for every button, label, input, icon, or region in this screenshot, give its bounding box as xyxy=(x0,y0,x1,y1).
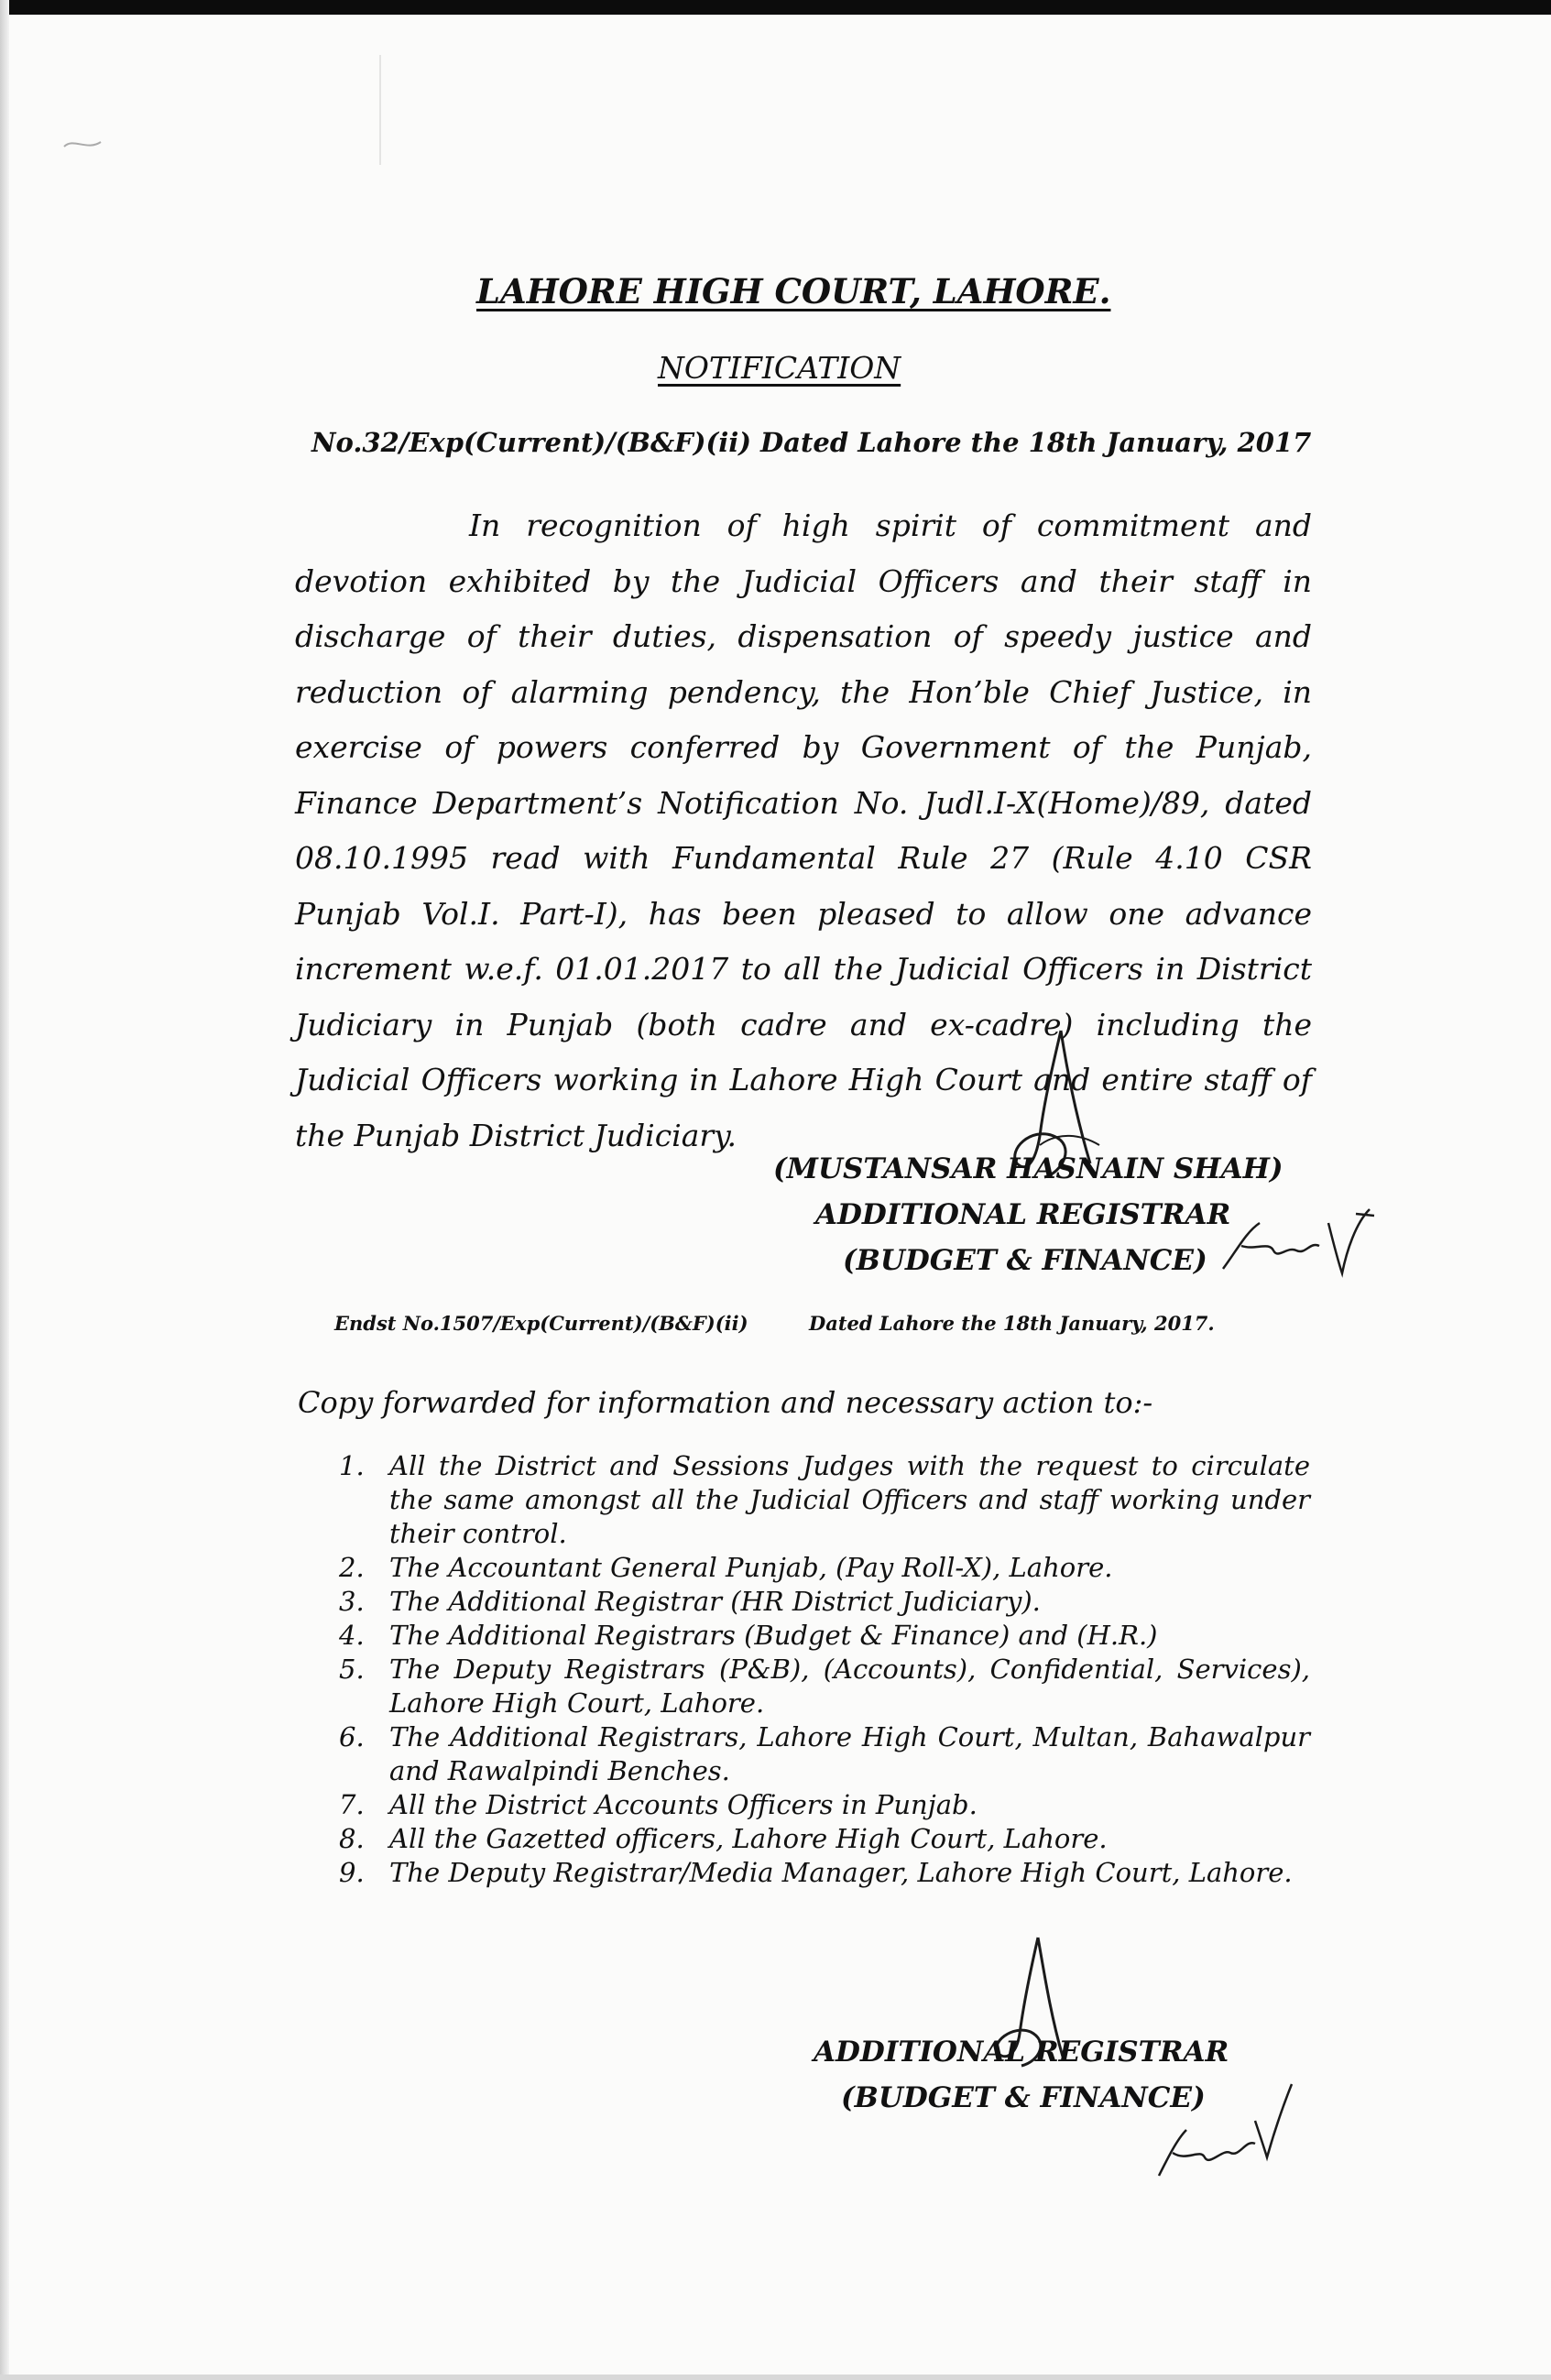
signatory-designation: ADDITIONAL REGISTRAR xyxy=(815,1198,1231,1231)
list-item: 4. The Additional Registrars (Budget & Finance) and (H.R.) xyxy=(339,1620,1158,1651)
list-item: 1. All the District and Sessions Judges with the request to circulate the same amongst all the Judicial Officers and staff working under their control. xyxy=(339,1450,1310,1549)
signatory-name: (MUSTANSAR HASNAIN SHAH) xyxy=(773,1152,1283,1185)
reference-line: No.32/Exp(Current)/(B&F)(ii) Dated Lahore the 18th January, 2017 xyxy=(311,427,1312,458)
scan-artifact-line xyxy=(376,55,385,165)
signatory-department-2: (BUDGET & FINANCE) xyxy=(841,2081,1206,2114)
signatory-department: (BUDGET & FINANCE) xyxy=(843,1244,1207,1277)
notification-body xyxy=(295,498,1312,1163)
list-item: 6. The Additional Registrars, Lahore High Court, Multan, Bahawalpur and Rawalpindi Benches. xyxy=(339,1721,1310,1786)
endorsement-number: Endst No.1507/Exp(Current)/(B&F)(ii) xyxy=(334,1312,748,1335)
endorsement-date: Dated Lahore the 18th January, 2017. xyxy=(809,1312,1215,1335)
list-item: 3. The Additional Registrar (HR District Judiciary). xyxy=(339,1586,1041,1617)
body-paragraph: In recognition of high spirit of commitment and devotion exhibited by the Judicial Officers and their staff in discharge of their duties, dispensation of speedy justice and reduction of alarming pendency, the Hon’ble Chief Justice, in exercise of powers conferred by Government of the Punjab, Finance Department’s Notification No. Judl.I-X(Home)/89, dated 08.10.1995 read with Fundamental Rule 27 (Rule 4.10 CSR Punjab Vol.I. Part-I), has been pleased to allow one advance increment w.e.f. 01.01.2017 to all the Judicial Officers in District Judiciary in Punjab (both cadre and ex-cadre) including the Judicial Officers working in Lahore High Court and entire staff of the Punjab District Judiciary. xyxy=(295,508,1312,1153)
scan-bottom-edge xyxy=(0,2375,1551,2380)
court-title: LAHORE HIGH COURT, LAHORE. xyxy=(476,271,1111,311)
list-item: 7. All the District Accounts Officers in Punjab. xyxy=(339,1789,978,1820)
notification-heading: NOTIFICATION xyxy=(658,350,901,386)
scan-top-border xyxy=(0,0,1551,15)
handwritten-initials-1 xyxy=(1218,1195,1374,1278)
list-item: 2. The Accountant General Punjab, (Pay Roll-X), Lahore. xyxy=(339,1552,1113,1583)
list-item: 8. All the Gazetted officers, Lahore High Court, Lahore. xyxy=(339,1823,1108,1854)
copy-forwarded-line: Copy forwarded for information and necessary action to:- xyxy=(298,1385,1153,1420)
scan-artifact xyxy=(55,128,110,165)
handwritten-initials-2 xyxy=(1150,2066,1296,2194)
list-item: 9. The Deputy Registrar/Media Manager, Lahore High Court, Lahore. xyxy=(339,1857,1293,1888)
distribution-list xyxy=(339,1449,1310,1890)
scan-left-edge xyxy=(0,0,9,2380)
signatory-designation-2: ADDITIONAL REGISTRAR xyxy=(814,2036,1229,2069)
list-item: 5. The Deputy Registrars (P&B), (Accounts), Confidential, Services), Lahore High Court, Lahore. xyxy=(339,1654,1310,1719)
